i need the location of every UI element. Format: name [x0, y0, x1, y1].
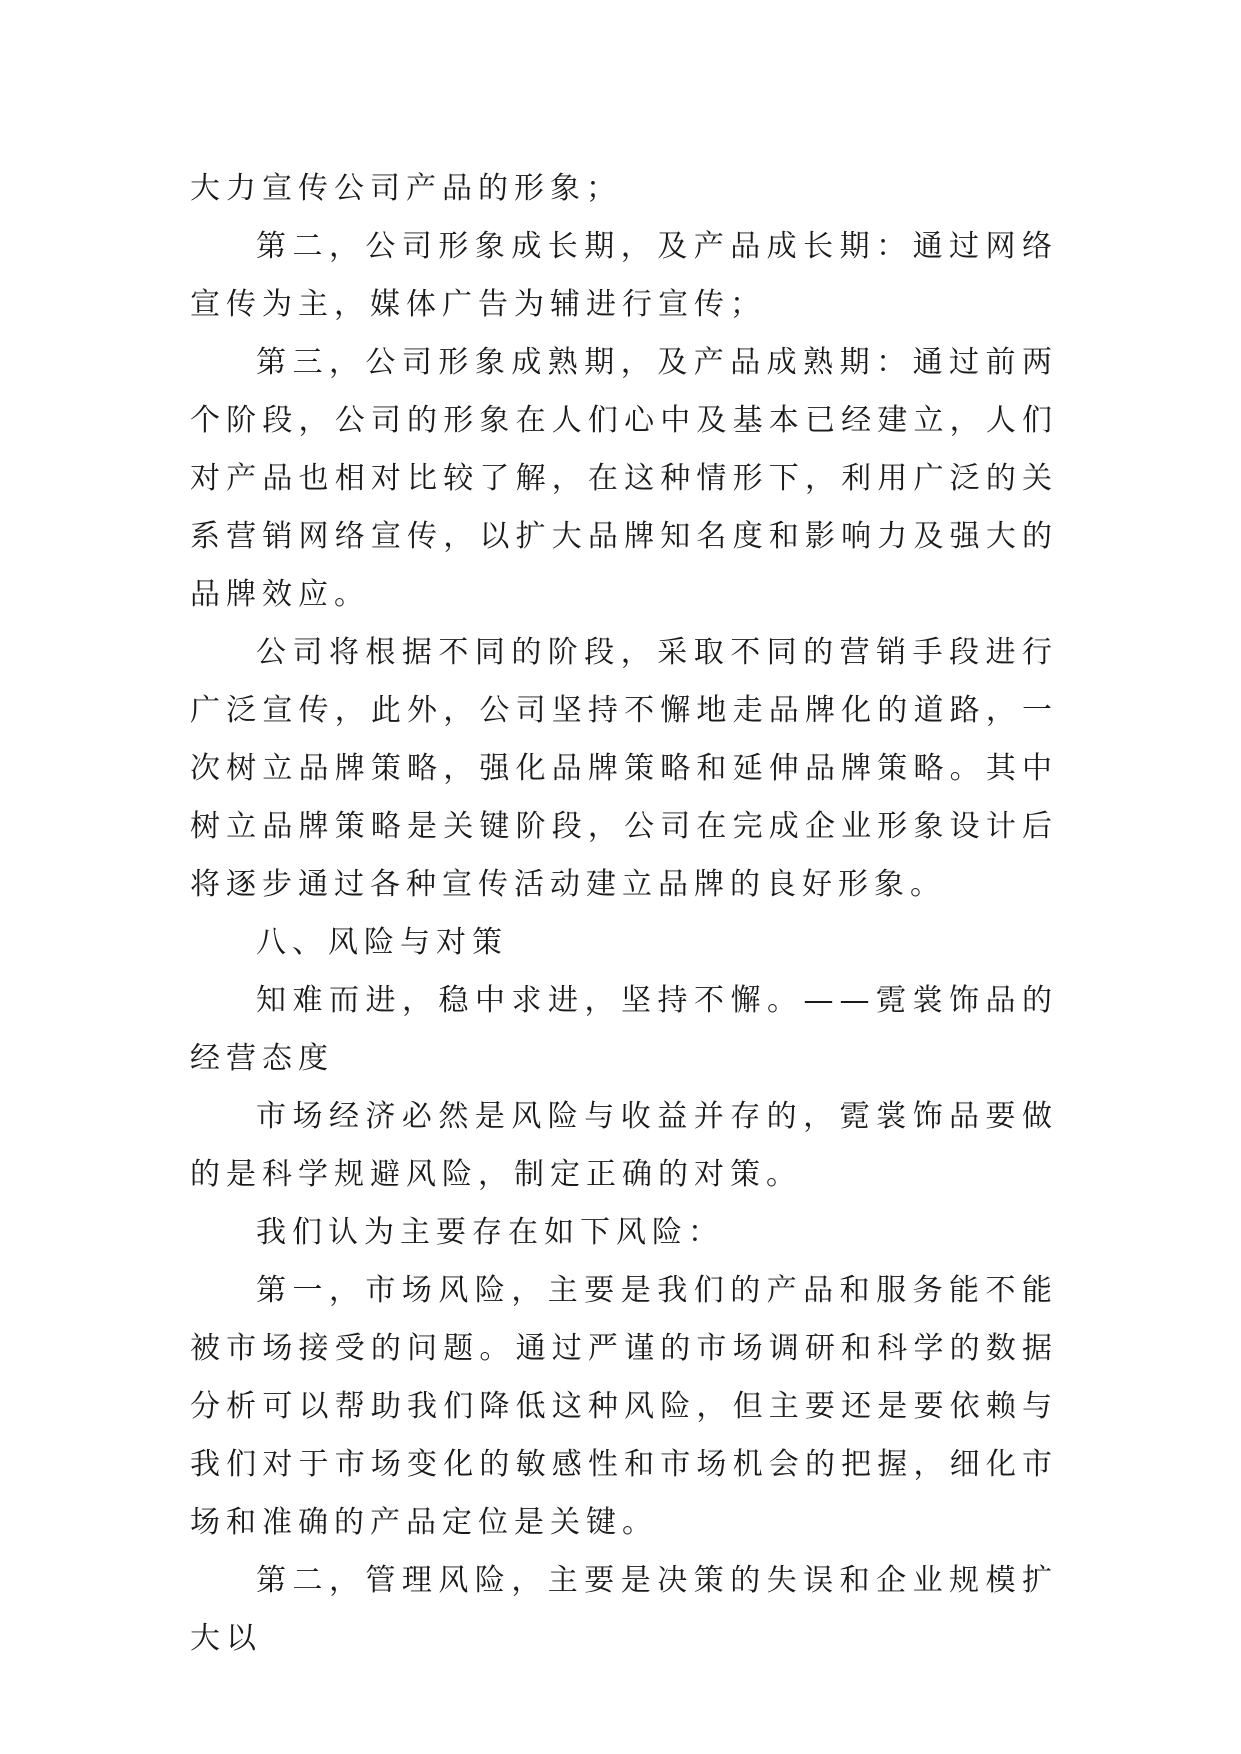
paragraph-mature-stage: 第三，公司形象成熟期，及产品成熟期：通过前两个阶段，公司的形象在人们心中及基本已经建立，人们对产品也相对比较了解，在这种情形下，利用广泛的关系营销网络宣传，以扩大品牌知名度和影响力及强大的品牌效应。	[190, 345, 1058, 612]
paragraph-risk-intro: 市场经济必然是风险与收益并存的，霓裳饰品要做的是科学规避风险，制定正确的对策。	[190, 1099, 1058, 1192]
paragraph-management-risk: 第二，管理风险，主要是决策的失误和企业规模扩大以	[190, 1563, 1058, 1656]
section-heading-risk: 八、风险与对策	[256, 925, 508, 960]
paragraph-risk-list-lead: 我们认为主要存在如下风险：	[256, 1215, 724, 1250]
paragraph-brand-strategy: 公司将根据不同的阶段，采取不同的营销手段进行广泛宣传，此外，公司坚持不懈地走品牌化的道路，一次树立品牌策略，强化品牌策略和延伸品牌策略。其中树立品牌策略是关键阶段，公司在完成企业形象设计后将逐步通过各种宣传活动建立品牌的良好形象。	[190, 635, 1058, 902]
paragraph-motto: 知难而进，稳中求进，坚持不懈。——霓裳饰品的经营态度	[190, 983, 1058, 1076]
paragraph-growth-stage: 第二，公司形象成长期，及产品成长期：通过网络宣传为主，媒体广告为辅进行宣传；	[190, 229, 1058, 322]
paragraph-continuation: 大力宣传公司产品的形象；	[190, 171, 622, 206]
paragraph-market-risk: 第一，市场风险，主要是我们的产品和服务能不能被市场接受的问题。通过严谨的市场调研和科学的数据分析可以帮助我们降低这种风险，但主要还是要依赖与我们对于市场变化的敏感性和市场机会的把握，细化市场和准确的产品定位是关键。	[190, 1273, 1058, 1540]
document-body	[190, 160, 1058, 1668]
